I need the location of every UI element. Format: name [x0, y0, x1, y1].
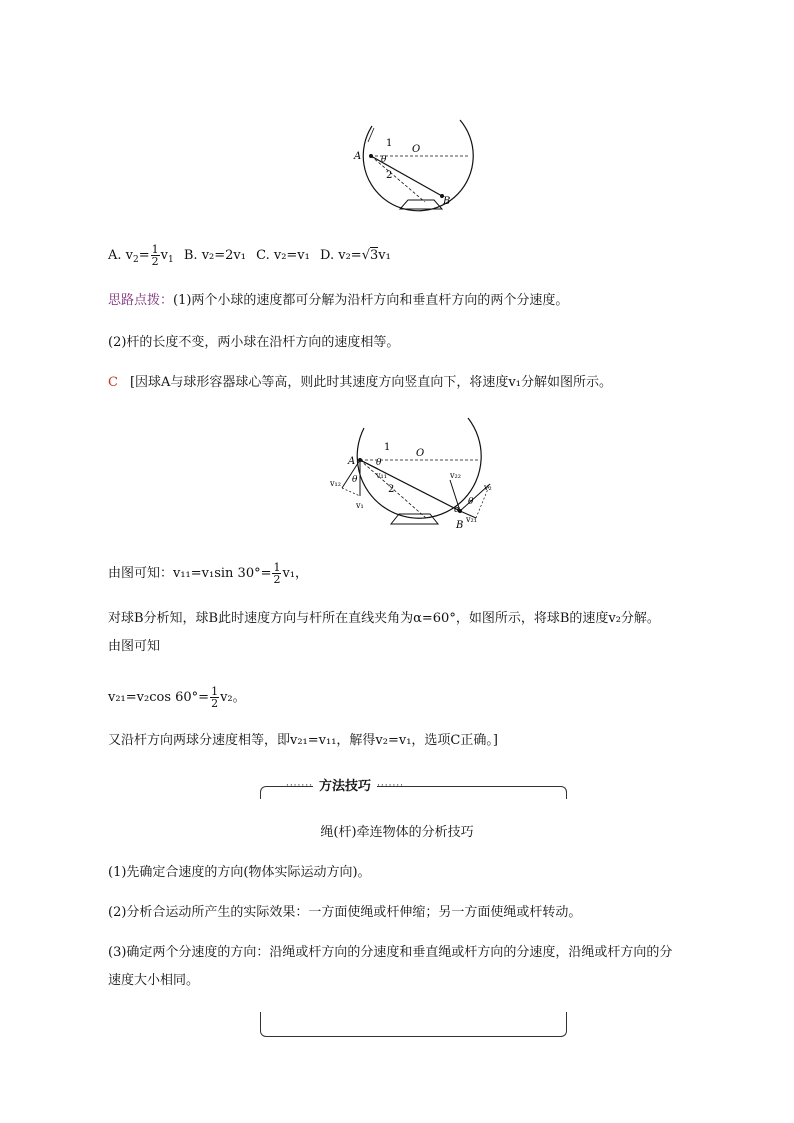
- fig2-label-o: O: [416, 448, 425, 459]
- hint-line-1: 思路点拨：(1)两个小球的速度都可分解为沿杆方向和垂直杆方向的两个分速度。: [108, 293, 569, 308]
- option-a: A. $v_2=$ $\frac{1}{2}$ $v_1$: [108, 243, 174, 268]
- option-d: D. v₂=√3v₁: [320, 248, 391, 263]
- paragraph-ball-b: 对球B分析知，球B此时速度方向与杆所在直线夹角为α=60°，如图所示，将球B的速度v₂分解。: [108, 611, 660, 626]
- option-b: B. v₂=2v₁: [183, 248, 246, 263]
- fig2-label-alpha: α: [454, 505, 461, 515]
- fig2-label-v12: v₁₂: [330, 479, 341, 488]
- tips-title-wrap: ······· 方法技巧 ·······: [285, 779, 405, 794]
- hint-label: 思路点拨：: [108, 293, 174, 308]
- fig2-label-v1: v₁: [356, 501, 364, 510]
- fig2-label-b: B: [456, 520, 464, 531]
- option-a-fraction: $\frac{1}{2}$: [151, 243, 159, 268]
- tips-box-bottom-border: [260, 1012, 567, 1037]
- figure-sphere-rod-2: [326, 408, 506, 536]
- tips-item-1: (1)先确定合速度的方向(物体实际运动方向)。: [108, 865, 371, 880]
- fig2-label-v11: v₁₁: [376, 471, 387, 480]
- fig2-label-2: 2: [388, 484, 395, 495]
- answer-intro: C [因球A与球形容器球心等高，则此时其速度方向竖直向下，将速度v₁分解如图所示。: [108, 375, 612, 390]
- answer-letter: C: [108, 375, 118, 390]
- fig2-label-theta-top: θ: [376, 458, 382, 468]
- equation-2: v₂₁=v₂cos 60°= $\frac{1}{2}$ v₂。: [108, 685, 246, 710]
- tips-item-3: (3)确定两个分速度的方向：沿绳或杆方向的分速度和垂直绳或杆方向的分速度，沿绳或杆方向的分: [108, 945, 673, 960]
- hint-line-2: (2)杆的长度不变，两小球在沿杆方向的速度相等。: [108, 335, 400, 350]
- fig1-label-2: 2: [386, 170, 393, 181]
- fig1-label-a: A: [354, 151, 362, 162]
- fig2-label-1: 1: [384, 442, 391, 453]
- fig2-label-theta-left: θ: [352, 475, 358, 485]
- conclusion: 又沿杆方向两球分速度相等，即v₂₁=v₁₁，解得v₂=v₁，选项C正确。]: [108, 733, 498, 748]
- fig1-label-o: O: [412, 144, 421, 155]
- equation-2-fraction: $\frac{1}{2}$: [211, 685, 219, 710]
- tips-item-2: (2)分析合运动所产生的实际效果：一方面使绳或杆伸缩；另一方面使绳或杆转动。: [108, 905, 582, 920]
- fig1-label-theta: θ: [381, 155, 387, 165]
- figure-sphere-rod-1: [350, 112, 480, 212]
- fig1-label-1: 1: [386, 138, 393, 149]
- fig2-label-theta-right: θ: [468, 497, 474, 507]
- tips-item-3-cont: 速度大小相同。: [108, 973, 200, 988]
- equation-1-fraction: $\frac{1}{2}$: [273, 561, 281, 586]
- tips-heading: 绳(杆)牵连物体的分析技巧: [320, 825, 474, 840]
- paragraph-ball-b-2: 由图可知: [108, 639, 161, 654]
- fig2-label-a: A: [348, 456, 356, 467]
- fig1-label-b: B: [443, 196, 451, 207]
- tips-box-title: 方法技巧: [313, 779, 377, 794]
- option-c: C. v₂=v₁: [256, 248, 310, 263]
- fig2-label-v21: v₂₁: [466, 515, 477, 524]
- fig2-label-v22: v₂₂: [450, 471, 461, 480]
- answer-options: [108, 244, 391, 269]
- fig2-label-v2: v₂: [484, 483, 492, 492]
- equation-1: 由图可知：v₁₁=v₁sin 30°= $\frac{1}{2}$ v₁，: [108, 561, 309, 586]
